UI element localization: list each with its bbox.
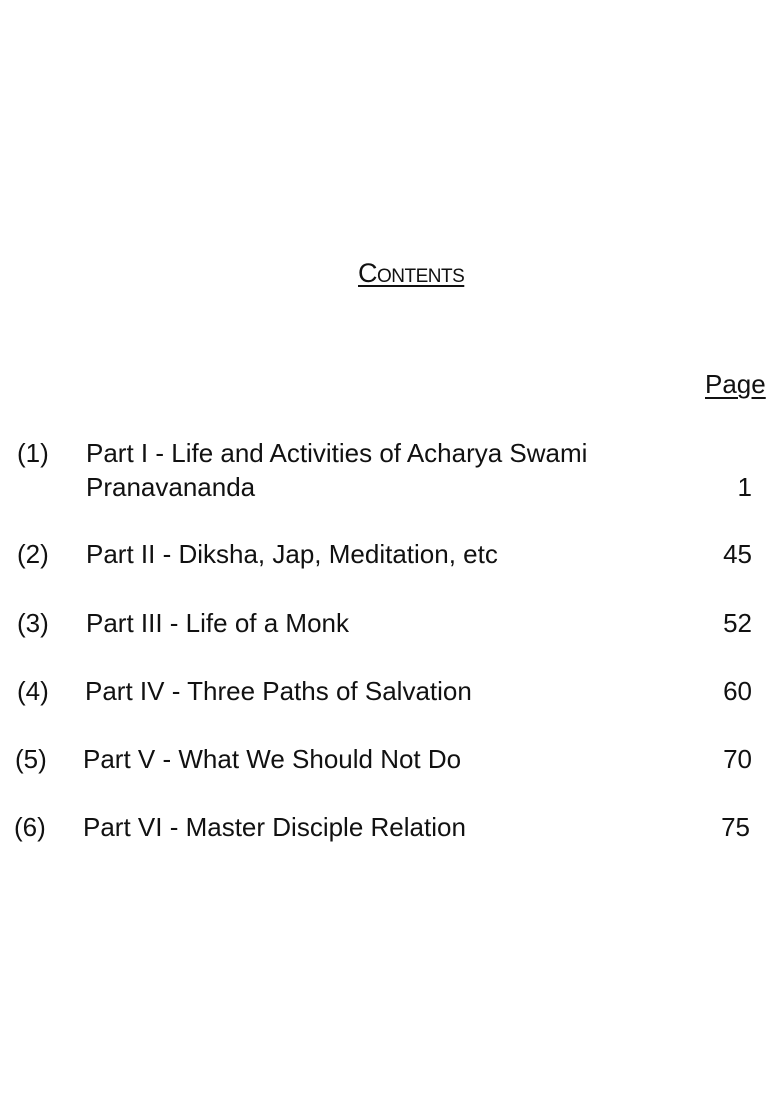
- entry-title: Part V - What We Should Not Do: [83, 744, 462, 774]
- page-title: Contents: [358, 258, 465, 288]
- entry-title: Part I - Life and Activities of Acharya Swami: [86, 438, 588, 468]
- entry-number: (1): [17, 438, 49, 468]
- entry-number: (5): [15, 744, 47, 774]
- entry-title: Part IV - Three Paths of Salvation: [85, 676, 472, 706]
- entry-number: (4): [17, 676, 49, 706]
- entry-title: Part II - Diksha, Jap, Meditation, etc: [86, 539, 498, 569]
- entry-number: (3): [17, 608, 49, 638]
- entry-page: 1: [737, 472, 752, 502]
- entry-title: Part VI - Master Disciple Relation: [83, 812, 466, 842]
- entry-page: 75: [721, 812, 750, 842]
- entry-page: 45: [723, 539, 752, 569]
- entry-page: 70: [723, 744, 752, 774]
- entry-number: (2): [17, 539, 49, 569]
- entry-title: Part III - Life of a Monk: [86, 608, 349, 638]
- page-column-header: Page: [705, 369, 766, 399]
- entry-page: 60: [723, 676, 752, 706]
- entry-number: (6): [14, 812, 46, 842]
- entry-title-continued: Pranavananda: [86, 472, 256, 502]
- entry-page: 52: [723, 608, 752, 638]
